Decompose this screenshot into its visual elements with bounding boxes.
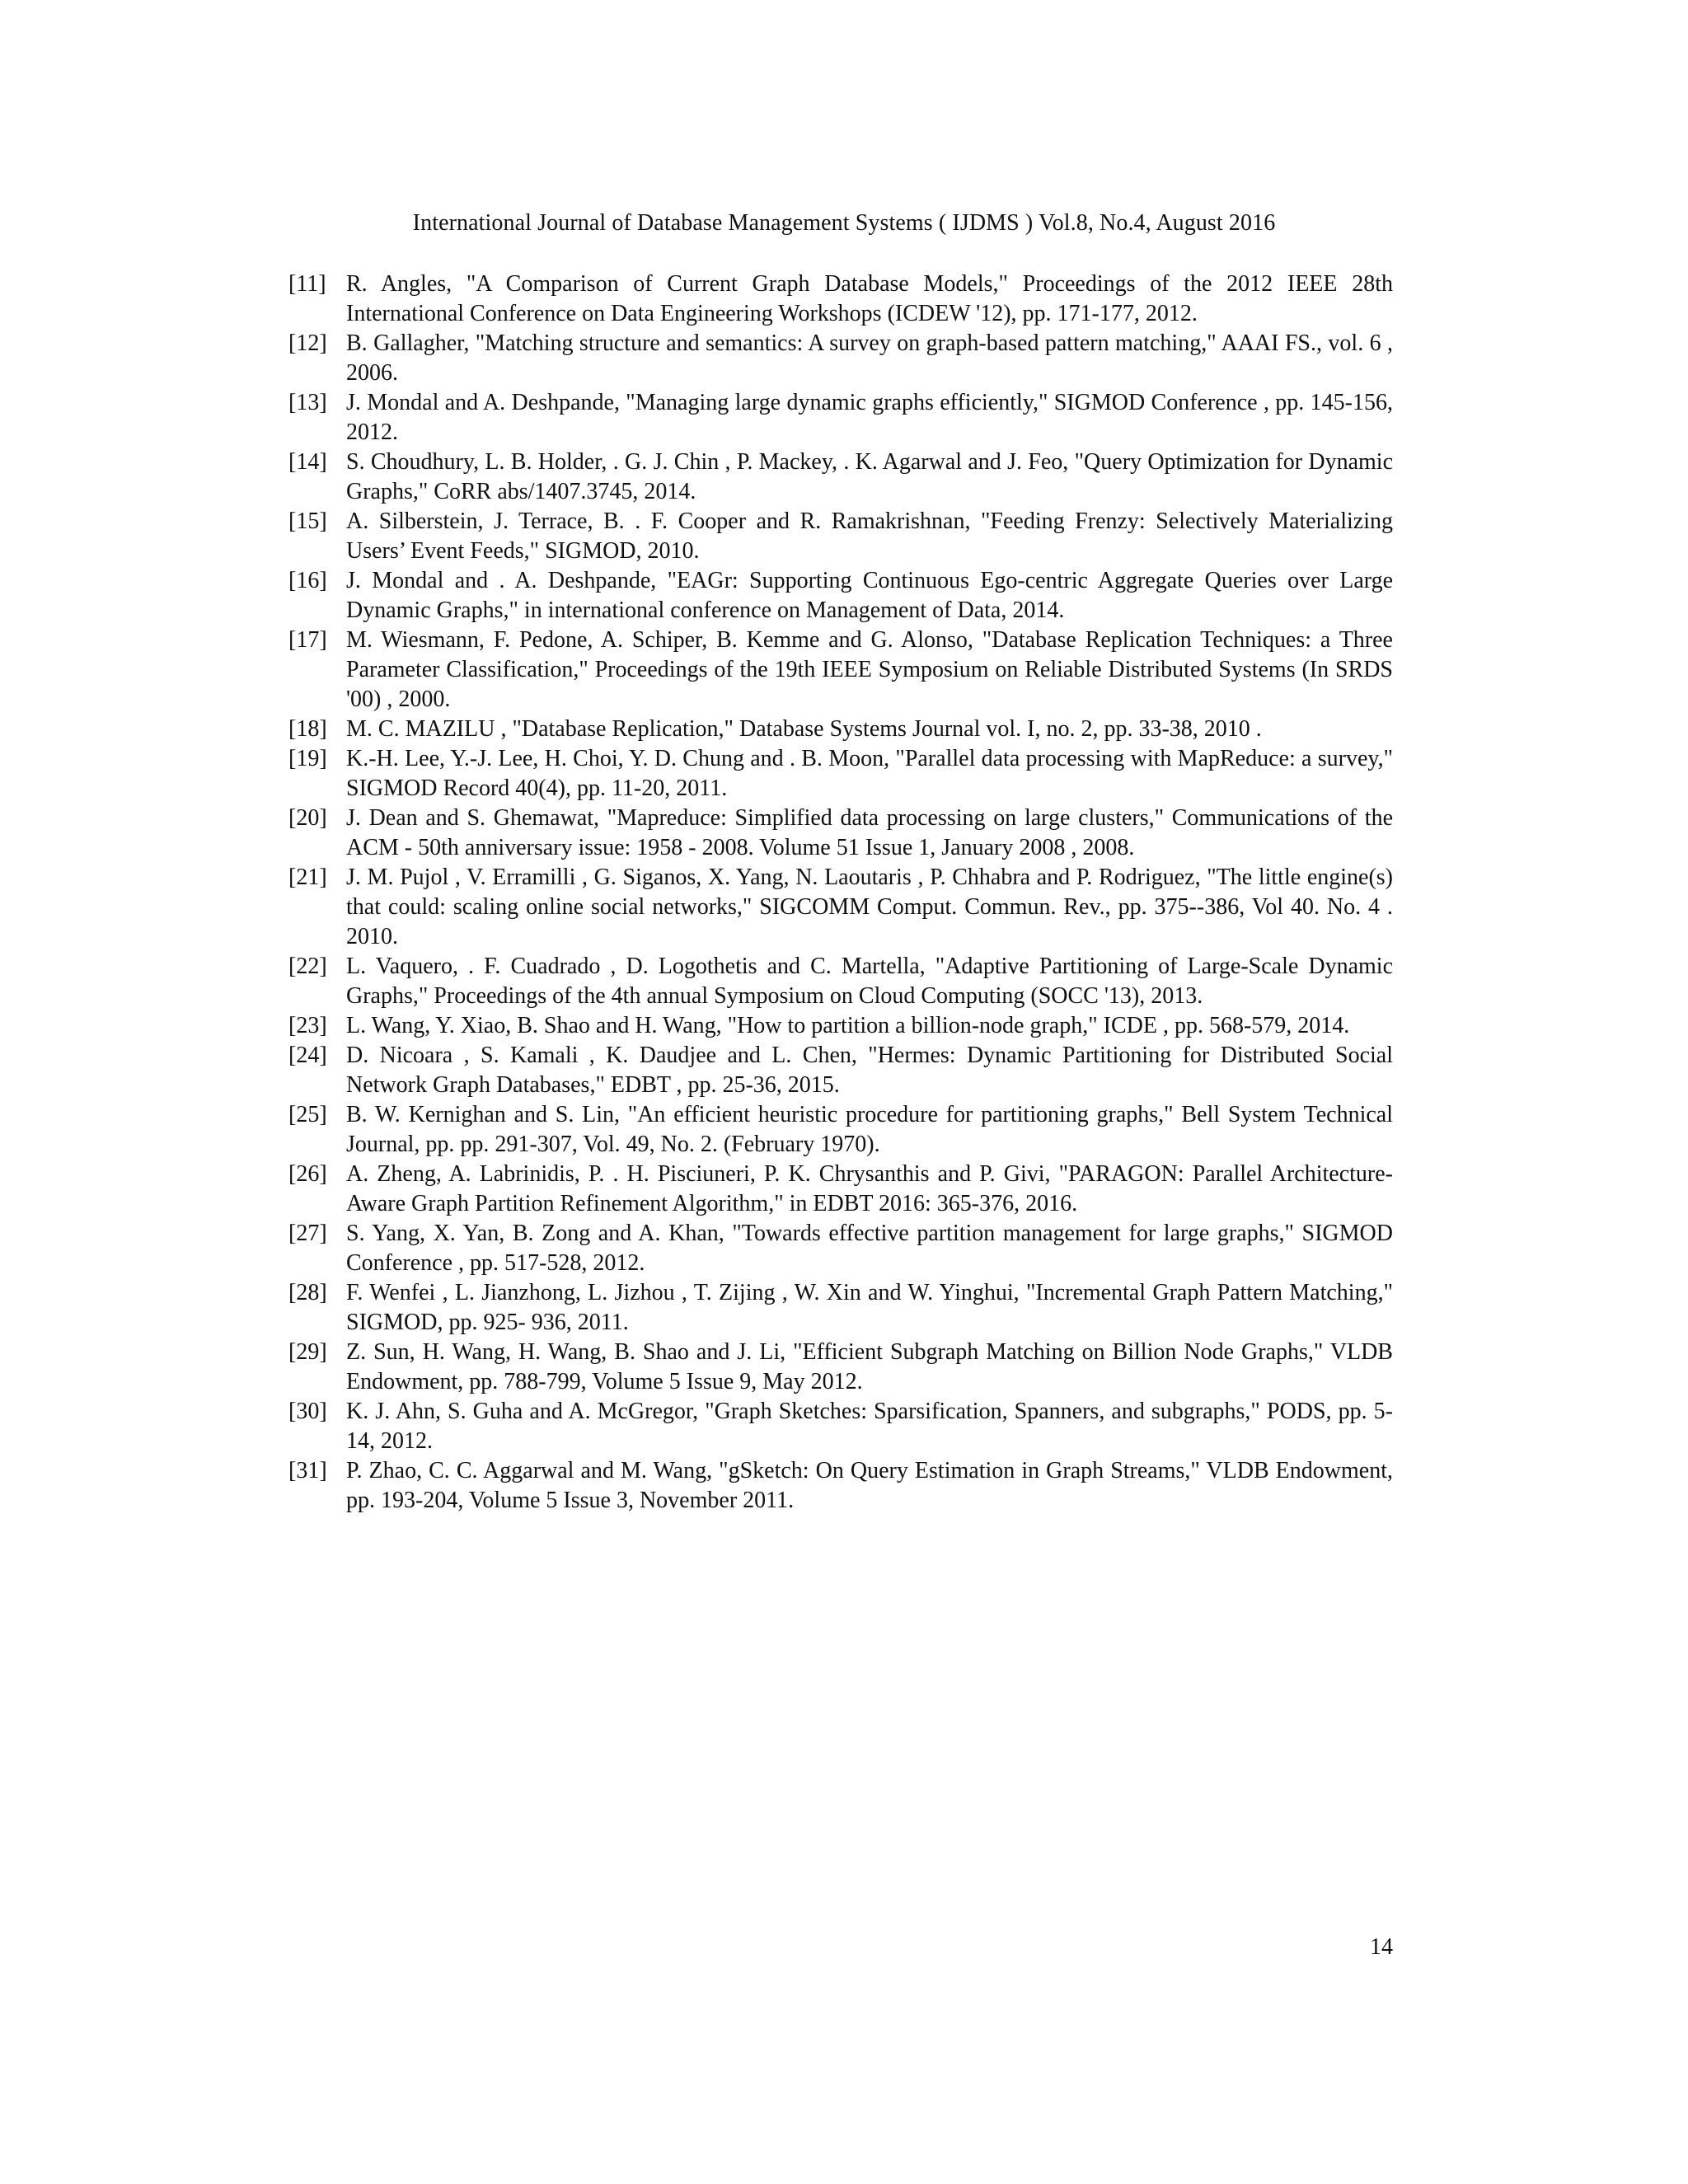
reference-item <box>288 507 1393 566</box>
reference-number: [13] <box>288 390 327 415</box>
reference-number: [31] <box>288 1458 327 1483</box>
reference-item <box>288 804 1393 863</box>
reference-item <box>288 448 1393 507</box>
reference-item <box>288 1397 1393 1456</box>
reference-number: [16] <box>288 568 327 593</box>
reference-text: K.-H. Lee, Y.-J. Lee, H. Choi, Y. D. Chung and . B. Moon, "Parallel data processing with MapReduce: a survey," SIGMOD Record 40(4), pp. 11-20, 2011. <box>346 746 1393 801</box>
reference-number: [19] <box>288 746 327 771</box>
reference-text: S. Yang, X. Yan, B. Zong and A. Khan, "Towards effective partition management for large graphs," SIGMOD Conference , pp. 517-528, 2012. <box>346 1221 1393 1276</box>
reference-text: Z. Sun, H. Wang, H. Wang, B. Shao and J. Li, "Efficient Subgraph Matching on Billion Node Graphs," VLDB Endowment, pp. 788-799, Volume 5 Issue 9, May 2012. <box>346 1339 1393 1394</box>
reference-number: [23] <box>288 1013 327 1038</box>
reference-number: [11] <box>288 271 326 297</box>
reference-item <box>288 626 1393 715</box>
reference-text: A. Zheng, A. Labrinidis, P. . H. Pisciuneri, P. K. Chrysanthis and P. Givi, "PARAGON: Parallel Architecture-Aware Graph Partition Refinement Algorithm," in EDBT 2016: 365-376, 2016. <box>346 1161 1393 1216</box>
reference-number: [14] <box>288 449 327 475</box>
reference-item <box>288 863 1393 952</box>
reference-number: [20] <box>288 805 327 831</box>
reference-text: D. Nicoara , S. Kamali , K. Daudjee and L. Chen, "Hermes: Dynamic Partitioning for Distributed Social Network Graph Databases," EDBT , pp. 25-36, 2015. <box>346 1043 1393 1098</box>
reference-item <box>288 269 1393 329</box>
reference-item <box>288 566 1393 626</box>
reference-number: [17] <box>288 627 327 653</box>
reference-text: A. Silberstein, J. Terrace, B. . F. Cooper and R. Ramakrishnan, "Feeding Frenzy: Selectively Materializing Users’ Event Feeds," SIGMOD, 2010. <box>346 509 1393 564</box>
reference-item <box>288 1100 1393 1160</box>
reference-number: [30] <box>288 1399 327 1424</box>
reference-text: B. W. Kernighan and S. Lin, "An efficient heuristic procedure for partitioning graphs," Bell System Technical Journal, pp. pp. 291-307, Vol. 49, No. 2. (February 1970). <box>346 1102 1393 1157</box>
reference-item <box>288 1219 1393 1278</box>
reference-text: K. J. Ahn, S. Guha and A. McGregor, "Graph Sketches: Sparsification, Spanners, and subgraphs," PODS, pp. 5-14, 2012. <box>346 1399 1393 1454</box>
reference-item <box>288 715 1393 744</box>
page-number: 14 <box>1370 1934 1393 1960</box>
reference-item <box>288 1278 1393 1338</box>
reference-item <box>288 1041 1393 1100</box>
reference-number: [27] <box>288 1221 327 1246</box>
reference-item <box>288 388 1393 448</box>
reference-number: [29] <box>288 1339 327 1365</box>
reference-item <box>288 1011 1393 1041</box>
reference-text: B. Gallagher, "Matching structure and semantics: A survey on graph-based pattern matching," AAAI FS., vol. 6 , 2006. <box>346 330 1393 386</box>
reference-text: S. Choudhury, L. B. Holder, . G. J. Chin , P. Mackey, . K. Agarwal and J. Feo, "Query Optimization for Dynamic Graphs," CoRR abs/1407.3745, 2014. <box>346 449 1393 504</box>
reference-list <box>288 269 1393 1516</box>
reference-text: P. Zhao, C. C. Aggarwal and M. Wang, "gSketch: On Query Estimation in Graph Streams," VLDB Endowment, pp. 193-204, Volume 5 Issue 3, November 2011. <box>346 1458 1393 1513</box>
reference-text: J. Mondal and A. Deshpande, "Managing large dynamic graphs efficiently," SIGMOD Conference , pp. 145-156, 2012. <box>346 390 1393 445</box>
reference-text: M. Wiesmann, F. Pedone, A. Schiper, B. Kemme and G. Alonso, "Database Replication Techniques: a Three Parameter Classification," Proceedings of the 19th IEEE Symposium on Reliable Distributed Systems (In SRDS '00) , 2000. <box>346 627 1393 712</box>
reference-text: R. Angles, "A Comparison of Current Graph Database Models," Proceedings of the 2012 IEEE 28th International Conference on Data Engineering Workshops (ICDEW '12), pp. 171-177, 2012. <box>346 271 1393 326</box>
reference-number: [26] <box>288 1161 327 1187</box>
reference-number: [15] <box>288 509 327 534</box>
reference-number: [28] <box>288 1280 327 1305</box>
reference-item <box>288 1160 1393 1219</box>
reference-item <box>288 329 1393 388</box>
reference-text: L. Vaquero, . F. Cuadrado , D. Logothetis and C. Martella, "Adaptive Partitioning of Large-Scale Dynamic Graphs," Proceedings of the 4th annual Symposium on Cloud Computing (SOCC '13), 2013. <box>346 954 1393 1009</box>
reference-number: [22] <box>288 954 327 979</box>
reference-item <box>288 744 1393 804</box>
reference-item <box>288 1338 1393 1397</box>
reference-text: J. M. Pujol , V. Erramilli , G. Siganos, X. Yang, N. Laoutaris , P. Chhabra and P. Rodriguez, "The little engine(s) that could: scaling online social networks," SIGCOMM Comput. Commun. Rev., pp. 375--386, Vol 40. No. 4 . 2010. <box>346 865 1393 949</box>
reference-number: [12] <box>288 330 327 356</box>
running-header: International Journal of Database Management Systems ( IJDMS ) Vol.8, No.4, August 2016 <box>412 210 1276 236</box>
reference-item <box>288 1456 1393 1516</box>
reference-number: [18] <box>288 716 327 742</box>
reference-text: J. Mondal and . A. Deshpande, "EAGr: Supporting Continuous Ego-centric Aggregate Queries over Large Dynamic Graphs," in international conference on Management of Data, 2014. <box>346 568 1393 623</box>
reference-text: L. Wang, Y. Xiao, B. Shao and H. Wang, "How to partition a billion-node graph," ICDE , pp. 568-579, 2014. <box>346 1013 1350 1038</box>
reference-number: [24] <box>288 1043 327 1068</box>
reference-item <box>288 952 1393 1011</box>
reference-number: [21] <box>288 865 327 890</box>
reference-text: J. Dean and S. Ghemawat, "Mapreduce: Simplified data processing on large clusters," Communications of the ACM - 50th anniversary issue: 1958 - 2008. Volume 51 Issue 1, January 2008 , 2008. <box>346 805 1393 860</box>
reference-number: [25] <box>288 1102 327 1127</box>
reference-text: F. Wenfei , L. Jianzhong, L. Jizhou , T. Zijing , W. Xin and W. Yinghui, "Incremental Graph Pattern Matching," SIGMOD, pp. 925- 936, 2011. <box>346 1280 1393 1335</box>
reference-text: M. C. MAZILU , "Database Replication," Database Systems Journal vol. I, no. 2, pp. 33-38, 2010 . <box>346 716 1262 742</box>
